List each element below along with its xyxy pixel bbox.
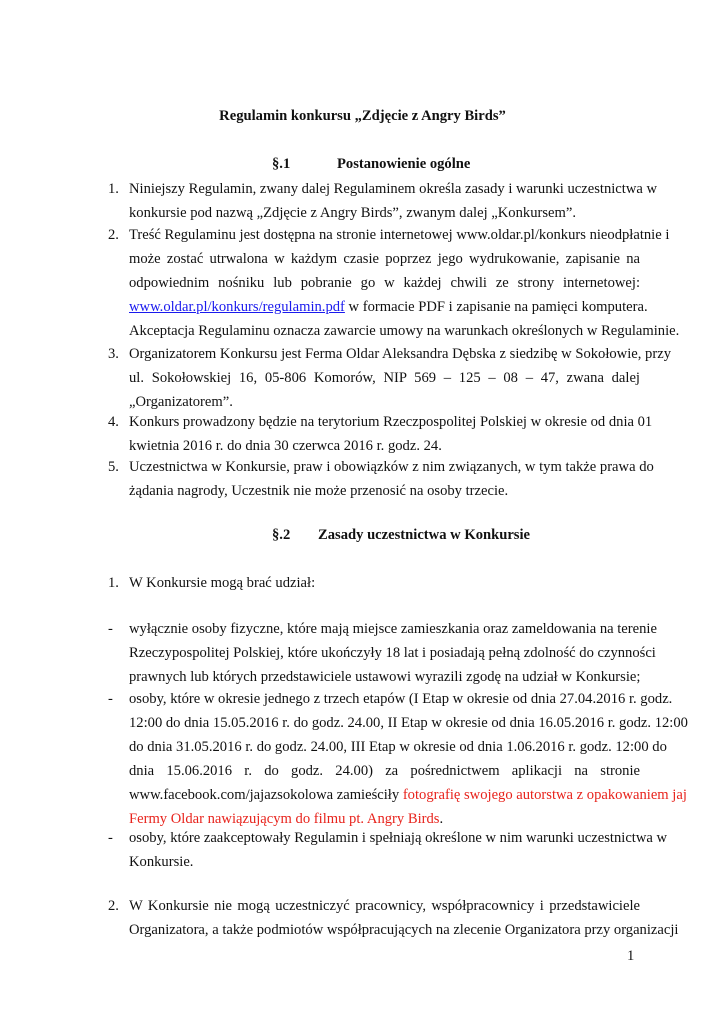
s1-item-2-line-1: Treść Regulaminu jest dostępna na stronie internetowej www.oldar.pl/konkurs nieodpłatnie i (129, 227, 670, 243)
section-1-title: Postanowienie ogólne (337, 156, 471, 172)
s1-item-4-line-2: kwietnia 2016 r. do dnia 30 czerwca 2016 r. godz. 24. (129, 438, 442, 454)
s1-item-4-line-1: Konkurs prowadzony będzie na terytorium Rzeczpospolitej Polskiej w okresie od dnia 01 (129, 414, 653, 430)
s1-item-1-line-1: Niniejszy Regulamin, zwany dalej Regulaminem określa zasady i warunki uczestnictwa w (129, 181, 658, 197)
s1-item-5-marker: 5. (108, 459, 119, 475)
s2-bullet-2-red-text-2: Fermy Oldar nawiązującym do filmu pt. Angry Birds (129, 811, 440, 827)
s2-bullet-2-line-5 (129, 783, 687, 807)
s2-bullet-1-line-2: Rzeczypospolitej Polskiej, które ukończyły 18 lat i posiadają pełną zdolność do czynności (129, 645, 656, 661)
s1-item-5 (108, 455, 654, 503)
s1-item-4 (108, 410, 653, 458)
s2-bullet-2-line-2: 12:00 do dnia 15.05.2016 r. do godz. 24.00, II Etap w okresie od dnia 16.05.2016 r. godz. 12:00 (129, 715, 688, 731)
s2-bullet-2-marker: - (108, 691, 113, 707)
s1-item-3 (108, 342, 671, 414)
s2-bullet-3-marker: - (108, 830, 113, 846)
s1-item-2 (108, 223, 680, 343)
s2-item-2-line-2: Organizatora, a także podmiotów współpracujących na zlecenie Organizatora przy organizacji (129, 922, 679, 938)
s1-item-3-line-3: „Organizatorem”. (129, 394, 233, 410)
s1-item-2-line-4 (129, 295, 648, 319)
s2-bullet-3-line-1: osoby, które zaakceptowały Regulamin i spełniają określone w nim warunki uczestnictwa w (129, 830, 668, 846)
s2-bullet-3 (108, 826, 668, 874)
s1-item-5-line-2: żądania nagrody, Uczestnik nie może przenosić na osoby trzecie. (129, 483, 509, 499)
s2-bullet-2-facebook-text: www.facebook.com/jajazsokolowa zamieściły (129, 787, 403, 803)
s1-item-3-marker: 3. (108, 346, 119, 362)
s1-item-2-line-3: odpowiednim nośniku lub pobranie go w każdej chwili ze strony internetowej: (129, 275, 640, 291)
document-title: Regulamin konkursu „Zdjęcie z Angry Birds” (219, 108, 506, 124)
s2-item-2-line-1: W Konkursie nie mogą uczestniczyć pracownicy, współpracownicy i przedstawiciele (129, 898, 640, 914)
s2-bullet-2-line-1: osoby, które w okresie jednego z trzech etapów (I Etap w okresie od dnia 27.04.2016 r. godz. (129, 691, 673, 707)
s2-bullet-2-end-dot: . (439, 811, 444, 827)
s1-item-1-marker: 1. (108, 181, 119, 197)
section-2-title: Zasady uczestnictwa w Konkursie (318, 527, 531, 543)
s1-item-3-line-1: Organizatorem Konkursu jest Ferma Oldar Aleksandra Dębska z siedzibę w Sokołowie, przy (129, 346, 671, 362)
s1-item-1 (108, 177, 658, 225)
s1-item-2-marker: 2. (108, 227, 119, 243)
s1-item-5-line-1: Uczestnictwa w Konkursie, praw i obowiązków z nim związanych, w tym także prawa do (129, 459, 654, 475)
s1-item-3-line-2: ul. Sokołowskiej 16, 05-806 Komorów, NIP 569 – 125 – 08 – 47, zwana dalej (129, 370, 640, 386)
s2-bullet-2 (108, 687, 688, 831)
s2-bullet-3-line-2: Konkursie. (129, 854, 194, 870)
s1-item-4-marker: 4. (108, 414, 119, 430)
s2-item-1-text: W Konkursie mogą brać udział: (129, 575, 316, 591)
s2-item-2-marker: 2. (108, 898, 119, 914)
regulamin-pdf-link[interactable]: www.oldar.pl/konkurs/regulamin.pdf (129, 299, 345, 315)
s2-bullet-2-line-3: do dnia 31.05.2016 r. do godz. 24.00, III Etap w okresie od dnia 1.06.2016 r. godz. 12:00 do (129, 739, 667, 755)
s2-bullet-2-line-4: dnia 15.06.2016 r. do godz. 24.00) za pośrednictwem aplikacji na stronie (129, 763, 640, 779)
s1-item-2-line-5: Akceptacja Regulaminu oznacza zawarcie umowy na warunkach określonych w Regulaminie. (129, 323, 680, 339)
s2-bullet-1-line-1: wyłącznie osoby fizyczne, które mają miejsce zamieszkania oraz zameldowania na terenie (129, 621, 657, 637)
s2-bullet-1-line-3: prawnych lub których przedstawiciele ustawowi wyrazili zgodę na udział w Konkursie; (129, 669, 641, 685)
s2-bullet-1 (108, 617, 657, 689)
s1-item-2-line-2: może zostać utrwalona w każdym czasie poprzez jego wydrukowanie, zapisanie na (129, 251, 640, 267)
page-number: 1 (627, 948, 635, 964)
section-1-number: §.1 (272, 156, 291, 172)
s2-item-1-marker: 1. (108, 575, 119, 591)
s1-item-2-link-tail: w formacie PDF i zapisanie na pamięci komputera. (344, 299, 648, 315)
s2-item-1-intro (108, 571, 640, 595)
section-2-number: §.2 (272, 527, 291, 543)
s1-item-1-line-2: konkursie pod nazwą „Zdjęcie z Angry Birds”, zwanym dalej „Konkursem”. (129, 205, 576, 221)
s2-item-2 (108, 894, 679, 942)
s2-bullet-2-red-text-1: fotografię swojego autorstwa z opakowaniem jaj (402, 787, 687, 803)
s2-bullet-1-marker: - (108, 621, 113, 637)
